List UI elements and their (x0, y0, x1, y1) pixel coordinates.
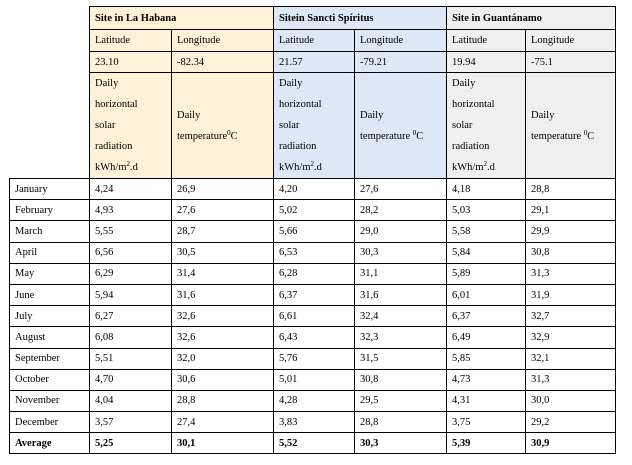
radiation-unit: kWh/$m^2.d$ (279, 160, 322, 173)
month-label: November (10, 390, 90, 411)
table-row (10, 284, 616, 305)
table-cell: 4,20 (274, 179, 355, 200)
average-row (10, 433, 616, 454)
table-cell: 31,5 (355, 348, 447, 369)
table-cell: 4,73 (447, 369, 526, 390)
table-cell: 6,37 (447, 306, 526, 327)
desc-line: Daily (452, 78, 476, 89)
table-cell: 5,66 (274, 221, 355, 242)
radiation-description (447, 73, 526, 179)
monthly-data-body (10, 179, 616, 433)
table-cell: 4,31 (447, 390, 526, 411)
desc-line: Daily (360, 109, 384, 121)
table-cell: 4,24 (90, 179, 172, 200)
table-row (10, 221, 616, 242)
desc-line: horizontal (452, 99, 495, 110)
corner-blank-cell (10, 7, 90, 179)
table-cell: 29,9 (526, 221, 616, 242)
average-value: 5,39 (447, 433, 526, 454)
desc-line: solar (95, 120, 116, 131)
table-cell: 5,55 (90, 221, 172, 242)
table-cell: 6,49 (447, 327, 526, 348)
table-cell: 30,0 (526, 390, 616, 411)
table-cell: 6,29 (90, 263, 172, 284)
table-cell: 6,08 (90, 327, 172, 348)
table-cell: 6,01 (447, 284, 526, 305)
table-row (10, 200, 616, 221)
table-cell: 5,89 (447, 263, 526, 284)
table-cell: 29,1 (526, 200, 616, 221)
table-cell: 30,3 (355, 242, 447, 263)
table-row (10, 327, 616, 348)
table-cell: 5,02 (274, 200, 355, 221)
table-cell: 29,0 (355, 221, 447, 242)
table-row (10, 242, 616, 263)
longitude-value: -75.1 (526, 52, 616, 73)
month-label: September (10, 348, 90, 369)
table-cell: 4,18 (447, 179, 526, 200)
table-cell: 28,8 (526, 179, 616, 200)
table-cell: 30,6 (172, 369, 274, 390)
table-cell: 6,61 (274, 306, 355, 327)
radiation-unit: kWh/$m^2.d$ (452, 160, 495, 173)
longitude-label: Longitude (526, 30, 616, 52)
table-cell: 32,3 (355, 327, 447, 348)
longitude-value: -82.34 (172, 52, 274, 73)
latitude-label: Latitude (90, 30, 172, 52)
table-cell: 3,75 (447, 412, 526, 433)
table-cell: 30,8 (526, 242, 616, 263)
temperature-unit: temperature $^0$C (360, 128, 424, 142)
site-name-row (10, 7, 616, 30)
table-cell: 5,76 (274, 348, 355, 369)
radiation-description (90, 73, 172, 179)
temperature-unit: temperature $^0$C (531, 128, 595, 142)
table-cell: 5,03 (447, 200, 526, 221)
month-label: March (10, 221, 90, 242)
table-cell: 32,6 (172, 327, 274, 348)
desc-line: solar (452, 120, 473, 131)
desc-line: radiation (279, 141, 317, 152)
average-value: 30,9 (526, 433, 616, 454)
radiation-description (274, 73, 355, 179)
temperature-description (355, 73, 447, 179)
coordinate-value-row (10, 52, 616, 73)
average-value: 5,52 (274, 433, 355, 454)
table-row (10, 306, 616, 327)
table-cell: 6,43 (274, 327, 355, 348)
coordinate-label-row (10, 30, 616, 52)
table-cell: 6,28 (274, 263, 355, 284)
month-label: July (10, 306, 90, 327)
table-cell: 30,8 (355, 369, 447, 390)
table-cell: 31,1 (355, 263, 447, 284)
table-cell: 6,53 (274, 242, 355, 263)
table-cell: 32,0 (172, 348, 274, 369)
desc-line: radiation (95, 141, 133, 152)
table-row (10, 369, 616, 390)
longitude-label: Longitude (355, 30, 447, 52)
desc-line: Daily (279, 78, 303, 89)
table-row (10, 263, 616, 284)
longitude-label: Longitude (172, 30, 274, 52)
table-cell: 27,6 (172, 200, 274, 221)
table-cell: 5,85 (447, 348, 526, 369)
table-cell: 32,9 (526, 327, 616, 348)
table-cell: 30,5 (172, 242, 274, 263)
desc-line: Daily (95, 78, 119, 89)
table-cell: 4,93 (90, 200, 172, 221)
table-cell: 5,94 (90, 284, 172, 305)
desc-line: horizontal (95, 99, 138, 110)
table-cell: 26,9 (172, 179, 274, 200)
table-cell: 31,4 (172, 263, 274, 284)
table-cell: 3,57 (90, 412, 172, 433)
table-cell: 28,7 (172, 221, 274, 242)
table-cell: 28,8 (172, 390, 274, 411)
temperature-description (172, 73, 274, 179)
table-cell: 6,56 (90, 242, 172, 263)
month-label: October (10, 369, 90, 390)
table-cell: 4,04 (90, 390, 172, 411)
table-cell: 6,37 (274, 284, 355, 305)
site-header-sancti-spiritus: Sitein Sancti Spíritus (274, 7, 447, 30)
table-cell: 27,4 (172, 412, 274, 433)
table-cell: 28,8 (355, 412, 447, 433)
longitude-value: -79.21 (355, 52, 447, 73)
month-label: June (10, 284, 90, 305)
radiation-unit: kWh/$m^2.d$ (95, 160, 138, 173)
average-value: 5,25 (90, 433, 172, 454)
table-cell: 4,70 (90, 369, 172, 390)
month-label: January (10, 179, 90, 200)
desc-line: Daily (177, 109, 201, 121)
measure-description-row (10, 73, 616, 179)
table-cell: 31,9 (526, 284, 616, 305)
desc-line: radiation (452, 141, 490, 152)
table-cell: 31,6 (355, 284, 447, 305)
desc-line: horizontal (279, 99, 322, 110)
month-label: February (10, 200, 90, 221)
table-cell: 6,27 (90, 306, 172, 327)
table-cell: 31,3 (526, 369, 616, 390)
latitude-value: 19.94 (447, 52, 526, 73)
table-cell: 32,1 (526, 348, 616, 369)
average-value: 30,3 (355, 433, 447, 454)
table-cell: 27,6 (355, 179, 447, 200)
table-cell: 32,7 (526, 306, 616, 327)
month-label: May (10, 263, 90, 284)
month-label: December (10, 412, 90, 433)
temperature-unit: temperature$^0$C (177, 128, 238, 142)
site-header-guantanamo: Site in Guantánamo (447, 7, 616, 30)
table-cell: 29,2 (526, 412, 616, 433)
table-cell: 3,83 (274, 412, 355, 433)
table-row (10, 390, 616, 411)
solar-temperature-table (9, 6, 616, 454)
table-cell: 28,2 (355, 200, 447, 221)
month-label: April (10, 242, 90, 263)
average-label: Average (10, 433, 90, 454)
table-cell: 32,6 (172, 306, 274, 327)
temperature-description (526, 73, 616, 179)
latitude-label: Latitude (447, 30, 526, 52)
table-cell: 5,01 (274, 369, 355, 390)
desc-line: Daily (531, 109, 555, 121)
latitude-label: Latitude (274, 30, 355, 52)
average-value: 30,1 (172, 433, 274, 454)
month-label: August (10, 327, 90, 348)
table-row (10, 348, 616, 369)
table-cell: 5,58 (447, 221, 526, 242)
table-row (10, 412, 616, 433)
latitude-value: 23.10 (90, 52, 172, 73)
table-cell: 31,3 (526, 263, 616, 284)
table-cell: 5,51 (90, 348, 172, 369)
desc-line: solar (279, 120, 300, 131)
table-row (10, 179, 616, 200)
table-cell: 4,28 (274, 390, 355, 411)
latitude-value: 21.57 (274, 52, 355, 73)
site-header-habana: Site in La Habana (90, 7, 274, 30)
table-cell: 29,5 (355, 390, 447, 411)
table-cell: 32,4 (355, 306, 447, 327)
table-cell: 5,84 (447, 242, 526, 263)
table-cell: 31,6 (172, 284, 274, 305)
